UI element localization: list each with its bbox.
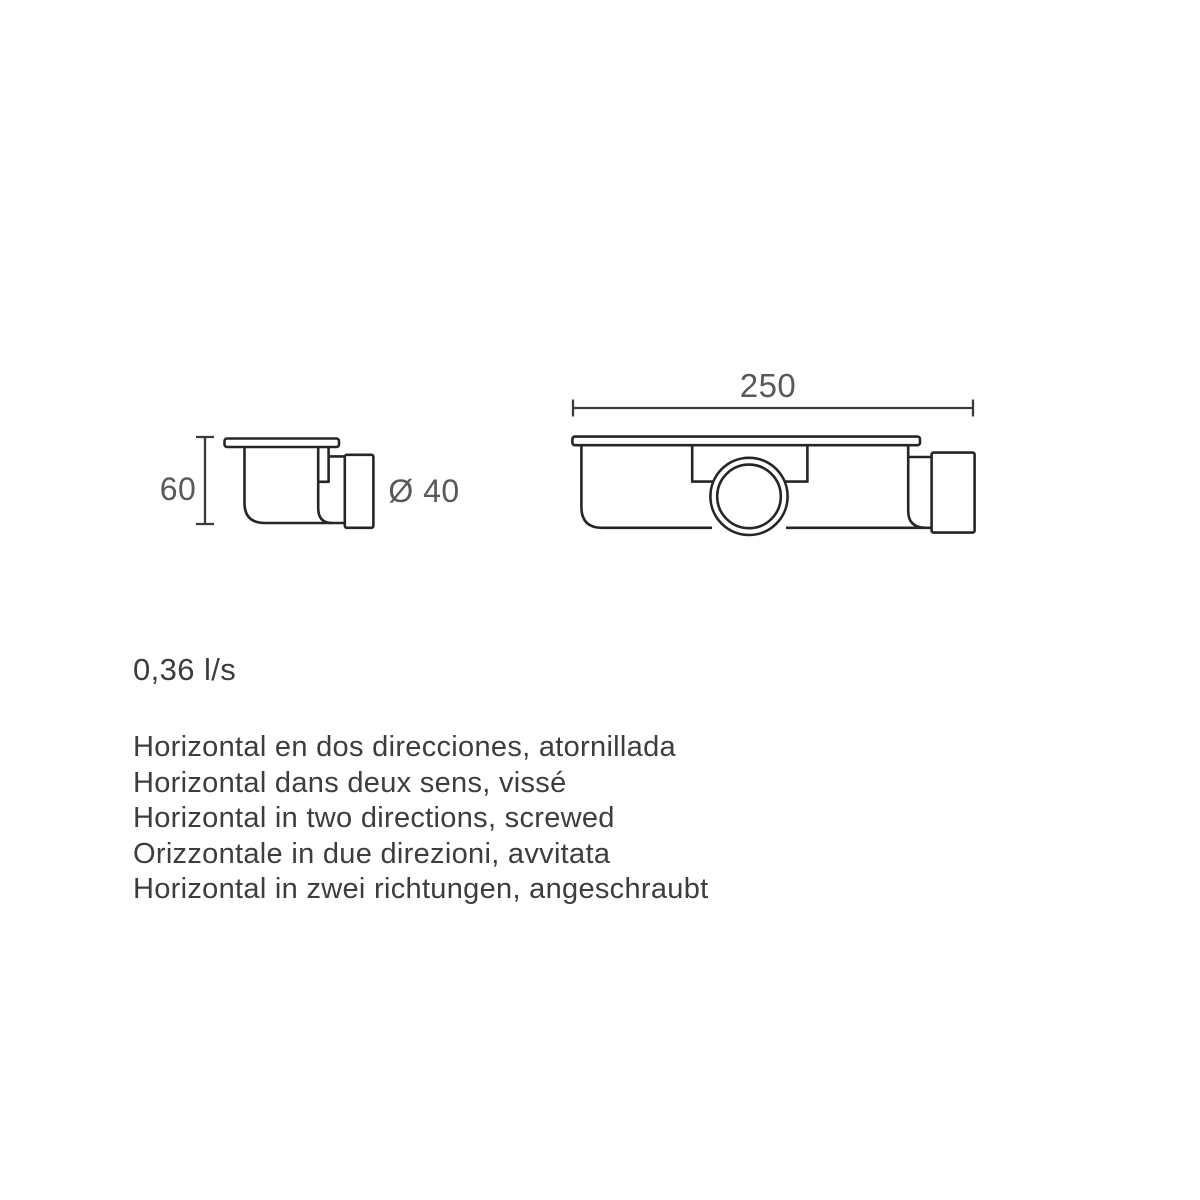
top-view-flange — [572, 437, 920, 446]
description-line-it: Orizzontale in due direzioni, avvitata — [133, 837, 611, 870]
side-view-outlet-socket — [345, 455, 374, 528]
flow-rate-text: 0,36 l/s — [133, 652, 237, 687]
drain-outer-circle — [710, 458, 787, 535]
description-line-de: Horizontal in zwei richtungen, angeschraubt — [133, 873, 709, 905]
height-dimension-label: 60 — [159, 471, 197, 507]
top-view-outlet-socket — [932, 453, 975, 533]
description-line-en: Horizontal in two directions, screwed — [133, 802, 615, 834]
top-view-drawing — [572, 367, 974, 535]
height-dimension-line — [196, 437, 214, 524]
side-view-drawing — [160, 437, 460, 528]
description-list — [133, 730, 709, 908]
side-view-body-right-wall — [318, 447, 332, 523]
description-line-es: Horizontal en dos direcciones, atornillada — [133, 731, 676, 763]
description-line-fr: Horizontal dans deux sens, vissé — [133, 766, 567, 799]
outlet-diameter-label: Ø 40 — [388, 473, 460, 509]
width-dimension-label: 250 — [739, 367, 797, 404]
side-view-flange — [225, 439, 340, 448]
side-view-inner-pipe — [318, 447, 328, 482]
